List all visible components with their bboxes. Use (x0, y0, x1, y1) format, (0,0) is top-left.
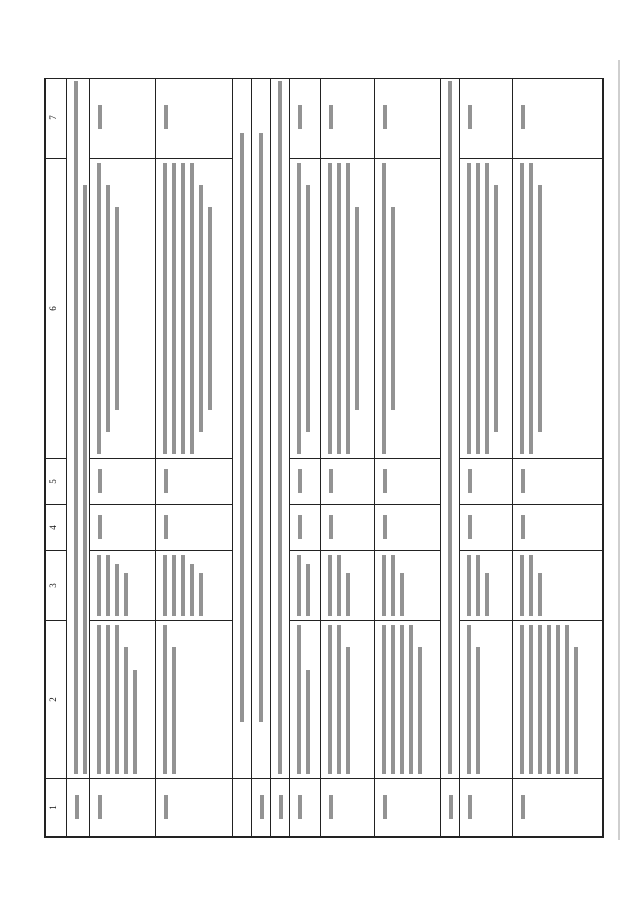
result-cell (513, 159, 603, 459)
row-code (459, 779, 513, 837)
row-code (233, 779, 252, 837)
table-row (155, 78, 233, 837)
row-code (290, 779, 320, 837)
section-title (252, 78, 271, 779)
measure-cell (459, 621, 513, 779)
measure-cell (320, 621, 374, 779)
table-row (290, 78, 320, 837)
column-number: 5 (46, 459, 67, 505)
start-year-cell (155, 505, 233, 551)
result-cell (320, 159, 374, 459)
executor-cell (290, 551, 320, 621)
column-number: 2 (46, 621, 67, 779)
table-row (320, 78, 374, 837)
indicator-cell (374, 78, 440, 159)
column-number: 1 (46, 779, 67, 837)
section-row (252, 78, 271, 837)
section-title (440, 78, 459, 779)
measure-cell (374, 621, 440, 779)
end-year-cell (290, 459, 320, 505)
indicator-cell (513, 78, 603, 159)
section-title (67, 78, 90, 779)
row-code (320, 779, 374, 837)
executor-cell (513, 551, 603, 621)
section-row (440, 78, 459, 837)
column-number: 4 (46, 505, 67, 551)
indicator-cell (155, 78, 233, 159)
table-row (90, 78, 156, 837)
column-number: 6 (46, 159, 67, 459)
measure-cell (513, 621, 603, 779)
data-table (45, 78, 603, 837)
rotated-table-frame (44, 78, 604, 838)
row-code (252, 779, 271, 837)
indicator-cell (90, 78, 156, 159)
start-year-cell (320, 505, 374, 551)
start-year-cell (290, 505, 320, 551)
measure-cell (155, 621, 233, 779)
row-code (513, 779, 603, 837)
rotated-table (44, 78, 604, 838)
row-code (271, 779, 290, 837)
indicator-cell (290, 78, 320, 159)
result-cell (374, 159, 440, 459)
measure-cell (90, 621, 156, 779)
row-code (90, 779, 156, 837)
section-row (67, 78, 90, 837)
end-year-cell (90, 459, 156, 505)
executor-cell (90, 551, 156, 621)
table-row (459, 78, 513, 837)
executor-cell (459, 551, 513, 621)
row-code (155, 779, 233, 837)
result-cell (290, 159, 320, 459)
section-row (233, 78, 252, 837)
executor-cell (374, 551, 440, 621)
start-year-cell (374, 505, 440, 551)
scan-edge (618, 60, 620, 840)
executor-cell (155, 551, 233, 621)
result-cell (90, 159, 156, 459)
start-year-cell (90, 505, 156, 551)
row-code (374, 779, 440, 837)
end-year-cell (155, 459, 233, 505)
row-code (67, 779, 90, 837)
end-year-cell (513, 459, 603, 505)
table-header-row (46, 78, 67, 837)
result-cell (155, 159, 233, 459)
column-number: 3 (46, 551, 67, 621)
column-number: 7 (46, 78, 67, 159)
start-year-cell (513, 505, 603, 551)
indicator-cell (459, 78, 513, 159)
result-cell (459, 159, 513, 459)
end-year-cell (320, 459, 374, 505)
section-row (271, 78, 290, 837)
table-row (374, 78, 440, 837)
indicator-cell (320, 78, 374, 159)
end-year-cell (374, 459, 440, 505)
executor-cell (320, 551, 374, 621)
section-title (233, 78, 252, 779)
table-row (513, 78, 603, 837)
end-year-cell (459, 459, 513, 505)
row-code (440, 779, 459, 837)
start-year-cell (459, 505, 513, 551)
section-title (271, 78, 290, 779)
measure-cell (290, 621, 320, 779)
